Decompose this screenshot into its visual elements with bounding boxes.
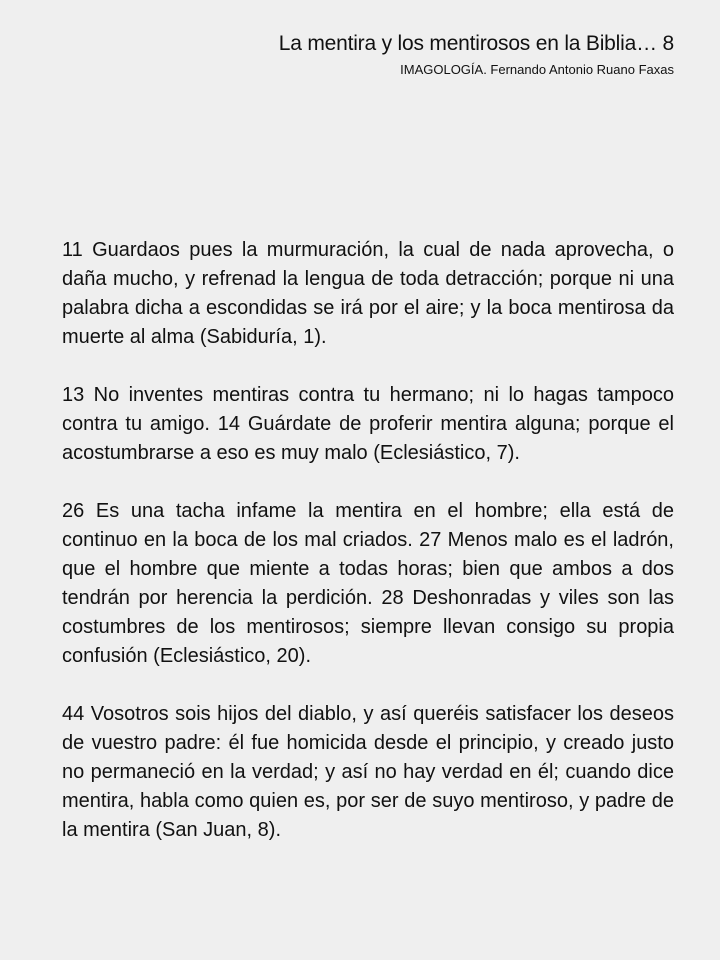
page-title: La mentira y los mentirosos en la Biblia… 8 — [278, 32, 674, 55]
page-header — [279, 30, 674, 79]
paragraph-eclesiastico-7: 13 No inventes mentiras contra tu hermano; ni lo hagas tampoco contra tu amigo. 14 Guárdate de proferir mentira alguna; porque el acostumbrarse a eso es muy malo (Eclesiástico, 7). — [62, 384, 674, 464]
paragraph-eclesiastico-20: 26 Es una tacha infame la mentira en el hombre; ella está de continuo en la boca de los mal criados. 27 Menos malo es el ladrón, que el hombre que miente a todas horas; bien que ambos a dos tendrán por herencia la perdición. 28 Deshonradas y viles son las costumbres de los mentirosos; siempre llevan consigo su propia confusión (Eclesiástico, 20). — [62, 500, 674, 667]
page-subtitle: IMAGOLOGÍA. Fernando Antonio Ruano Faxas — [400, 62, 674, 77]
paragraph-san-juan: 44 Vosotros sois hijos del diablo, y así queréis satisfacer los deseos de vuestro padre: él fue homicida desde el principio, y creado justo no permaneció en la verdad; y así no hay verdad en él; cuando dice mentira, habla como quien es, por ser de suyo mentiroso, y padre de la mentira (San Juan, 8). — [62, 703, 674, 841]
paragraph-sabiduria: 11 Guardaos pues la murmuración, la cual de nada aprovecha, o daña mucho, y refrenad la lengua de toda detracción; porque ni una palabra dicha a escondidas se irá por el aire; y la boca mentirosa da muerte al alma (Sabiduría, 1). — [62, 239, 674, 348]
text-body — [62, 236, 674, 874]
